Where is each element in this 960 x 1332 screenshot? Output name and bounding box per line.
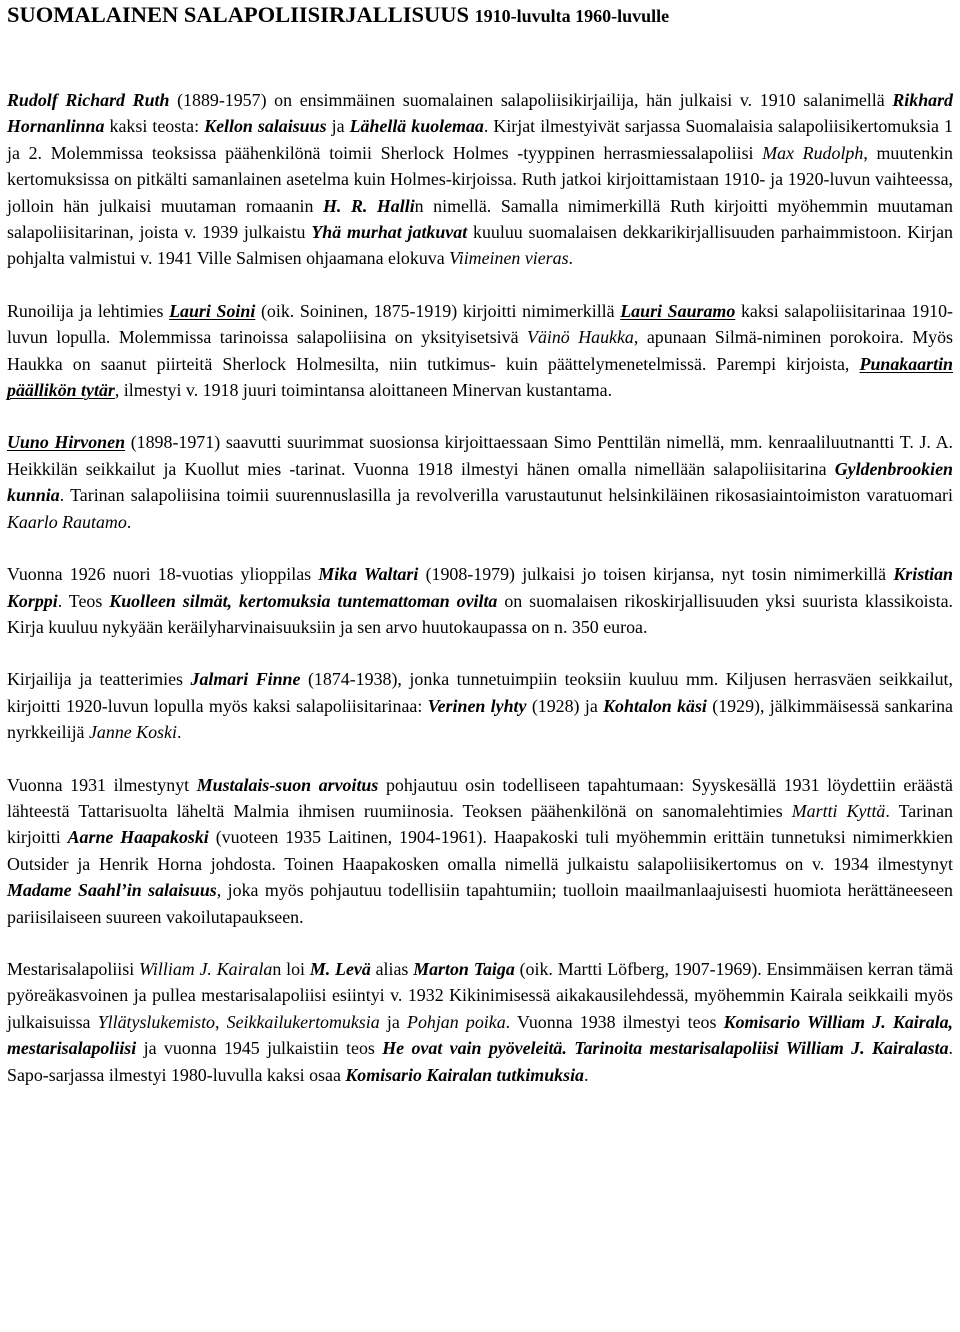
- emphasized-text: Kuolleen silmät, kertomuksia tuntemattoman ovilta: [109, 590, 498, 611]
- emphasized-text: Rudolf Richard Ruth: [7, 90, 170, 110]
- body-text: , ilmestyi v. 1918 juuri toimintansa aloittaneen Minervan kustantama.: [114, 380, 613, 401]
- title-main: SUOMALAINEN SALAPOLIISIRJALLISUUS: [7, 2, 469, 27]
- body-text: ja: [326, 116, 350, 137]
- emphasized-text: Janne Koski: [88, 722, 177, 743]
- emphasized-text: Komisario William J. Kairala, mestarisalapoliisi: [7, 1011, 954, 1059]
- emphasized-text: Aarne Haapakoski: [67, 827, 209, 848]
- body-text: (1898-1971) saavutti suurimmat suosionsa kirjoittaessaan Simo Penttilän nimellä, mm. kenraaliluutnantti T. J. A. Heikkilän seikkailut ja Kuollut mies -tarinat. Vuonna 1918 ilmestyi hänen omalla nimellään salapoliisitarina: [7, 432, 953, 479]
- body-text: alias: [370, 958, 414, 979]
- emphasized-text: Marton Taiga: [413, 958, 515, 979]
- body-text: . Kirjat ilmestyivät sarjassa Suomalaisia salapoliisikertomuksia 1 ja 2. Molemmissa teoksissa päähenkilönä toimii Sherlock Holmes -tyyppinen herrasmiessalapoliisi: [7, 116, 953, 163]
- paragraph-jalmari-finne: [7, 666, 953, 745]
- paragraph-rudolf-richard-ruth: [7, 87, 953, 272]
- emphasized-text: Uuno Hirvonen: [7, 432, 126, 453]
- title-subtitle: 1910-luvulta 1960-luvulle: [474, 6, 670, 26]
- emphasized-text: Yhä murhat jatkuvat: [311, 222, 468, 243]
- body-text: Mestarisalapoliisi: [7, 958, 140, 979]
- body-text: (1908-1979) julkaisi jo toisen kirjansa, nyt tosin nimimerkillä: [418, 564, 894, 585]
- body-text: , joka myös pohjautuu todellisiin tapahtumiin; tuolloin maailmanlaajuisesti huomiota herättäneeseen pariisilaiseen suureen vakoilutapaukseen.: [7, 880, 953, 927]
- emphasized-text: Mika Waltari: [318, 564, 419, 585]
- emphasized-text: Kaarlo Rautamo: [7, 511, 127, 532]
- body-text: ja vuonna 1945 julkaistiin teos: [136, 1038, 383, 1059]
- body-text: on suomalaisen rikoskirjallisuuden yksi suurista klassikoista. Kirja kuuluu nykyään keräilyharvinaisuuksiin ja sen arvo huutokaupassa on n. 350 euroa.: [7, 590, 953, 637]
- body-text: .: [568, 248, 574, 269]
- emphasized-text: Jalmari Finne: [190, 669, 301, 690]
- emphasized-text: Verinen lyhty: [427, 695, 527, 716]
- emphasized-text: Rikhard Hornanlinna: [7, 90, 953, 137]
- body-text: , apunaan Silmä-niminen porokoira. Myös Haukka on saanut piirteitä Sherlock Holmesilta, niin tutkimus- kuin päättelymenetelmissä. Parempi kirjoista,: [7, 327, 953, 374]
- body-text: ,: [214, 1011, 227, 1032]
- body-text: . Teos: [57, 590, 110, 611]
- body-text: Vuonna 1926 nuori 18-vuotias ylioppilas: [7, 564, 319, 585]
- page-title: [7, 0, 953, 29]
- emphasized-text: Kohtalon käsi: [603, 695, 707, 716]
- emphasized-text: Madame Saahl’in salaisuus: [7, 880, 217, 901]
- body-text: (oik. Soininen, 1875-1919) kirjoitti nimimerkillä: [255, 300, 621, 321]
- paragraph-mika-waltari: [7, 561, 953, 640]
- emphasized-text: He ovat vain pyöveleitä. Tarinoita mestarisalapoliisi William J. Kairalasta: [382, 1038, 949, 1059]
- body-text: . Vuonna 1938 ilmestyi teos: [505, 1011, 724, 1032]
- emphasized-text: William J. Kairala: [139, 958, 273, 979]
- paragraph-william-j-kairala: [7, 956, 953, 1088]
- emphasized-text: Viimeinen vieras: [449, 248, 569, 269]
- body-text: pohjautuu osin todelliseen tapahtumaan: Syyskesällä 1931 löydettiin eräästä lähteestä Tattarisuolta läheltä Malmia ihmisen ruumiinosia. Teoksen päähenkilönä on sanomalehtimies: [7, 774, 953, 821]
- emphasized-text: Lauri Sauramo: [620, 300, 736, 321]
- body-text: .: [584, 1064, 589, 1085]
- body-text: (vuoteen 1935 Laitinen, 1904-1961). Haapakoski tuli myöhemmin erittäin tunnetuksi nimimerkkien Outsider ja Henrik Horna johdosta. Toinen Haapakosken omalla nimellä julkaistu salapoliisikertomus on v. 1934 ilmestynyt: [7, 827, 953, 874]
- body-text: . Tarinan kirjoitti: [7, 800, 953, 848]
- emphasized-text: Kristian Korppi: [7, 564, 953, 611]
- body-text: kaksi teosta:: [104, 116, 205, 137]
- emphasized-text: Kellon salaisuus: [204, 116, 327, 137]
- body-text: , muutenkin kertomuksissa on pitkälti samanlainen asetelma kuin Holmes-kirjoissa. Ruth jatkoi kirjoittamistaan 1910- ja 1920-luvun vaihteessa, jolloin hän julkaisi muutaman romaanin: [7, 142, 953, 216]
- emphasized-text: Yllätyslukemisto: [97, 1011, 215, 1032]
- emphasized-text: Mustalais-suon arvoitus: [196, 774, 379, 795]
- body-text: kaksi salapoliisitarinaa 1910-luvun lopulla. Molemmissa tarinoissa salapoliisina on yksityisetsivä: [7, 300, 954, 348]
- body-text: kuuluu suomalaisen dekkarikirjallisuuden parhaimmistoon. Kirjan pohjalta valmistui v. 1941 Ville Salmisen ohjaamana elokuva: [7, 222, 953, 269]
- emphasized-text: M. Levä: [309, 958, 371, 979]
- emphasized-text: Martti Kyttä: [791, 800, 886, 821]
- emphasized-text: Väinö Haukka: [527, 327, 634, 348]
- body-text: Runoilija ja lehtimies: [7, 300, 170, 321]
- paragraph-uuno-hirvonen: [7, 429, 953, 535]
- emphasized-text: Seikkailukertomuksia: [226, 1011, 380, 1032]
- paragraph-aarne-haapakoski: [7, 772, 953, 930]
- emphasized-text: Gyldenbrookien kunnia: [7, 458, 953, 506]
- emphasized-text: Punakaartin päällikön tytär: [7, 353, 953, 401]
- emphasized-text: Max Rudolph: [762, 142, 864, 163]
- emphasized-text: Lähellä kuolemaa: [349, 116, 484, 137]
- emphasized-text: Lauri Soini: [169, 300, 256, 321]
- body-text: Vuonna 1931 ilmestynyt: [7, 774, 197, 795]
- body-text: (1874-1938), jonka tunnetuimpiin teoksiin kuuluu mm. Kiljusen herrasväen seikkailut, kirjoitti 1920-luvun lopulla myös kaksi salapoliisitarinaa:: [7, 669, 953, 716]
- body-text: . Tarinan salapoliisina toimii suurennuslasilla ja revolverilla varustautunut helsinkiläinen rikosasiaintoimiston varatuomari: [59, 485, 953, 506]
- body-text: (1929), jälkimmäisessä sankarina nyrkkeilijä: [7, 695, 953, 743]
- emphasized-text: H. R. Halli: [323, 195, 415, 216]
- emphasized-text: Pohjan poika: [407, 1011, 506, 1032]
- body-text: (1928) ja: [526, 695, 604, 716]
- body-text: .: [176, 722, 182, 743]
- body-text: (1889-1957) on ensimmäinen suomalainen salapoliisikirjailija, hän julkaisi v. 1910 salanimellä: [169, 90, 893, 110]
- paragraph-lauri-soini: [7, 298, 953, 404]
- body-text: .: [126, 511, 132, 532]
- emphasized-text: Komisario Kairalan tutkimuksia: [345, 1064, 584, 1085]
- body-text: ja: [379, 1011, 408, 1032]
- body-text: n nimellä. Samalla nimimerkillä Ruth kirjoitti myöhemmin muutaman salapoliisitarinan, joista v. 1939 julkaistu: [7, 195, 953, 243]
- body-text: . Sapo-sarjassa ilmestyi 1980-luvulla kaksi osaa: [7, 1038, 954, 1085]
- body-text: Kirjailija ja teatterimies: [7, 669, 191, 690]
- body-text: (oik. Martti Löfberg, 1907-1969). Ensimmäisen kerran tämä pyöreäkasvoinen ja pullea mestarisalapoliisi esiintyi v. 1932 Kikinimisessä aikakausilehdessä, myöhemmin Kairala seikkaili myös julkaisuissa: [7, 958, 954, 1032]
- body-text: n loi: [272, 958, 310, 979]
